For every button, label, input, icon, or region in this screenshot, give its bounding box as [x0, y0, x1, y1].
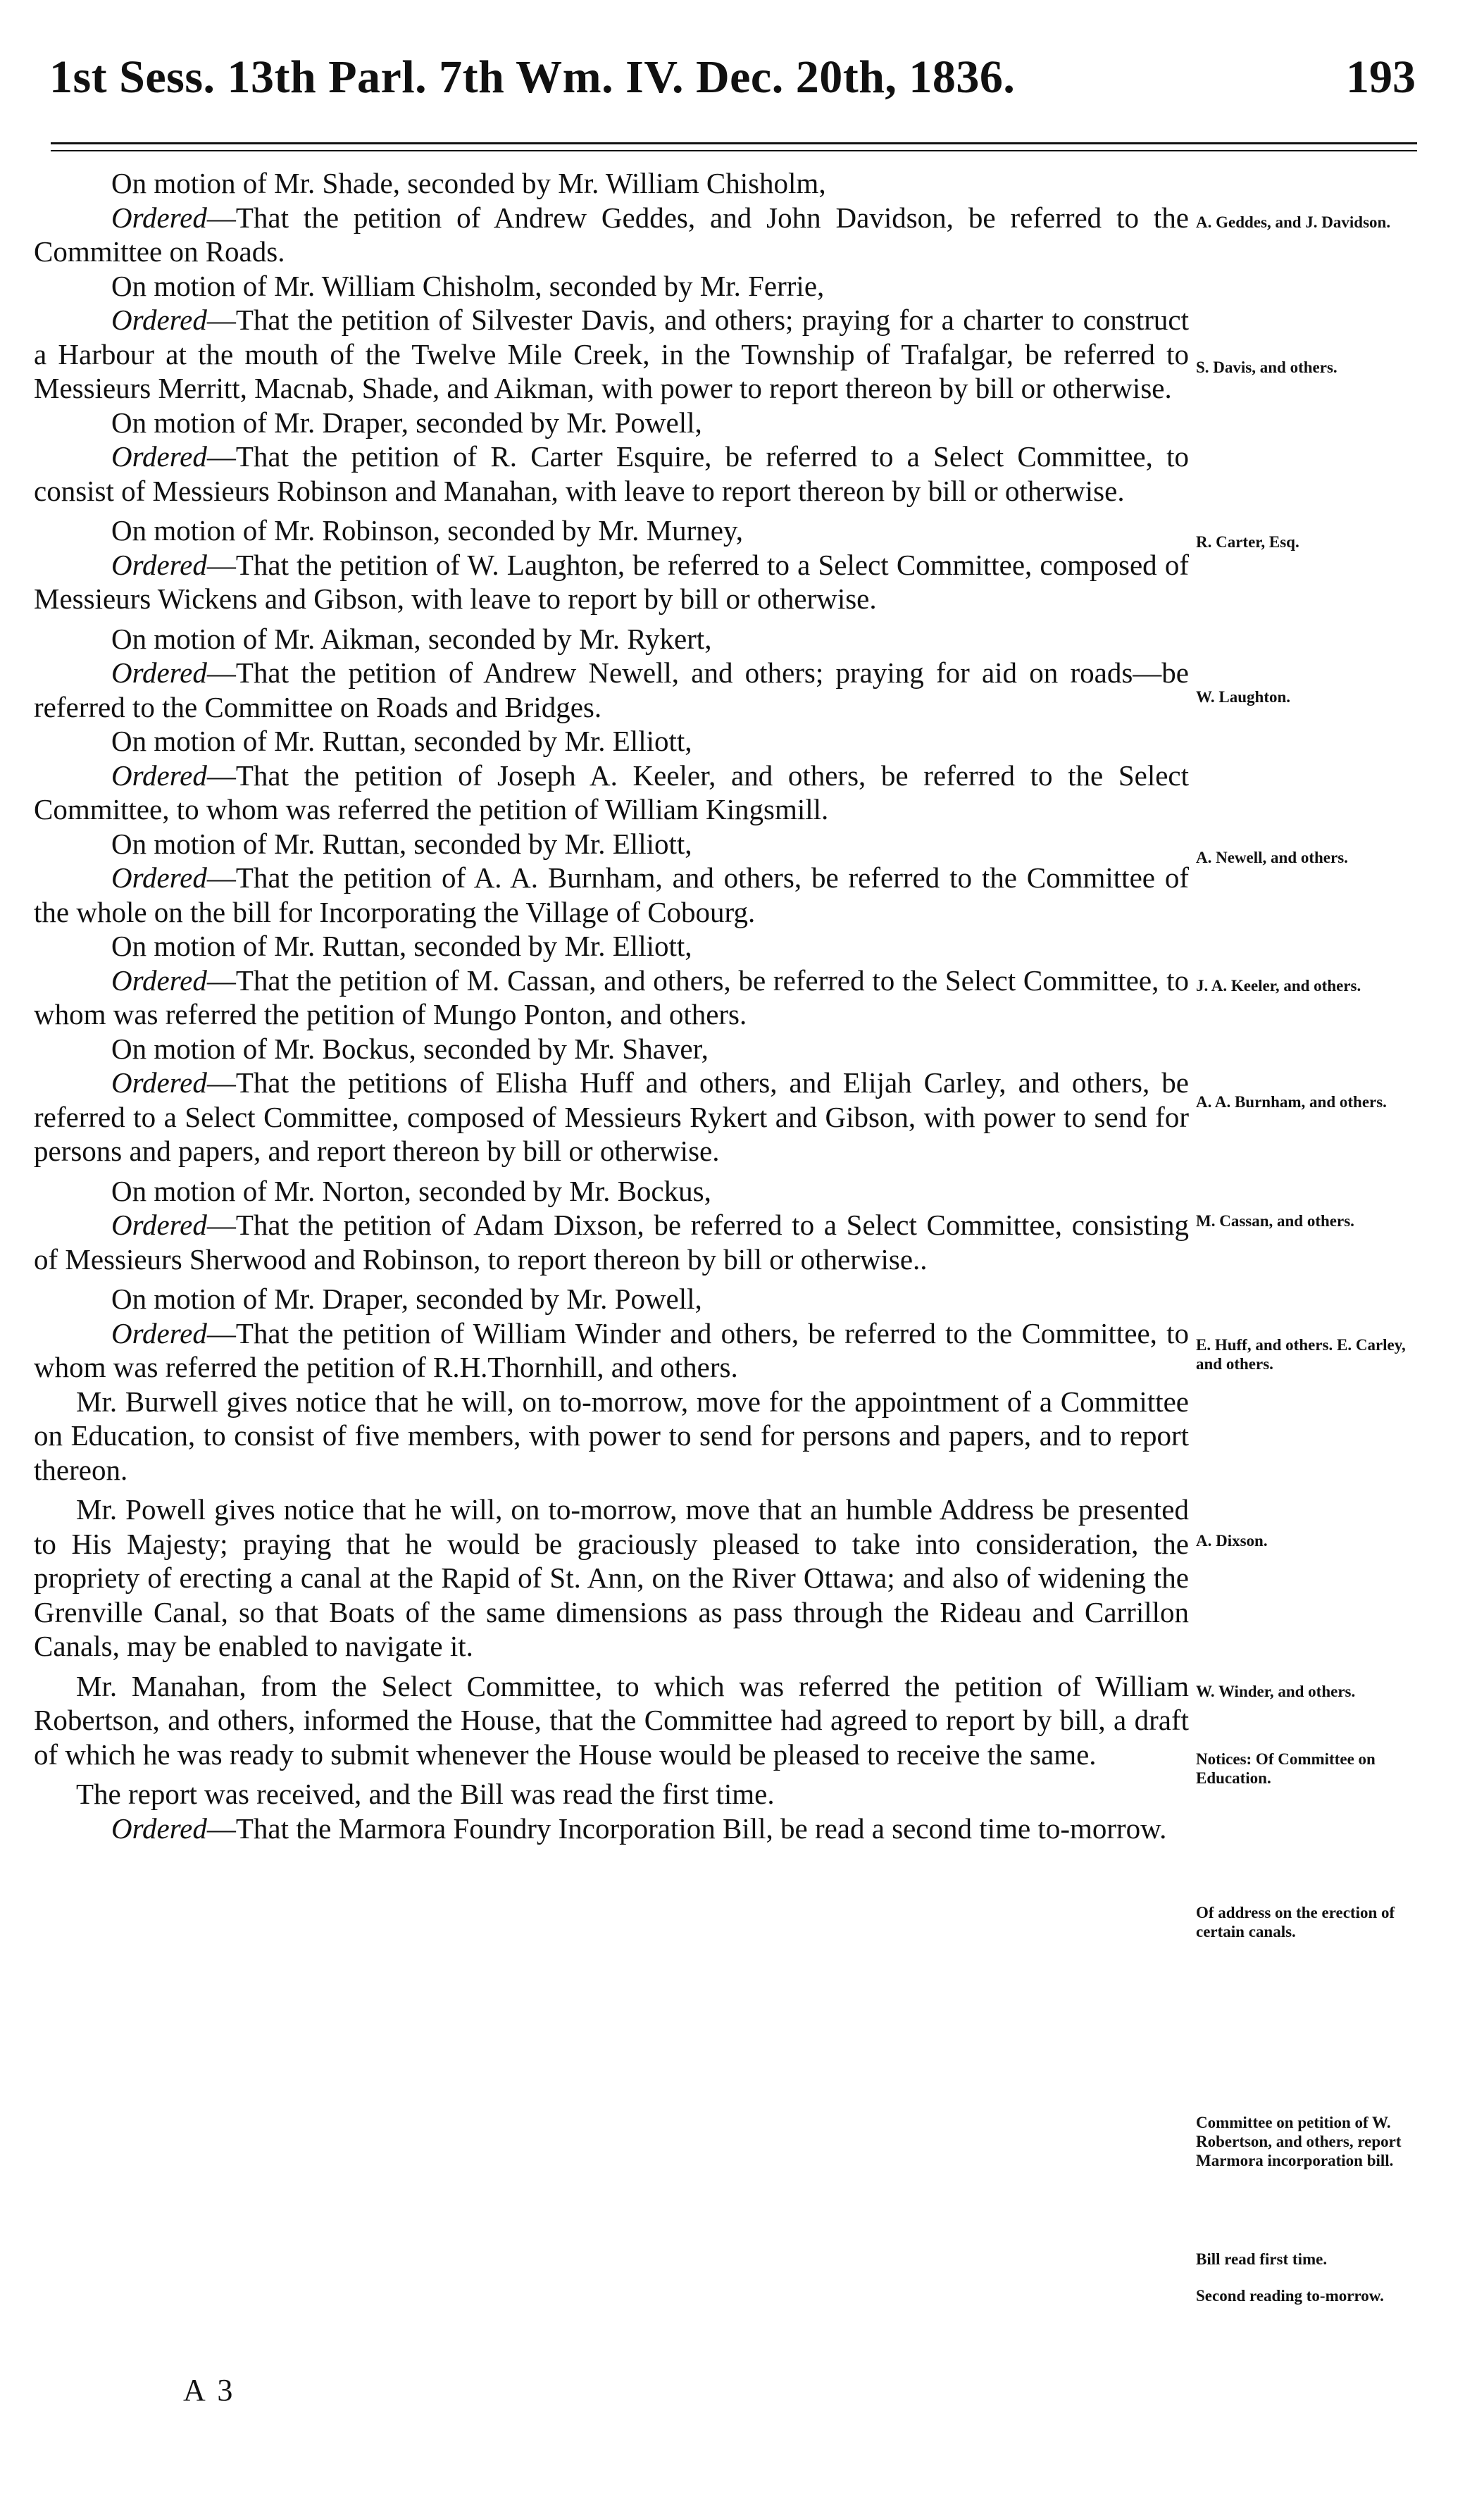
order-lead: Ordered	[111, 440, 207, 473]
motion-entry: On motion of Mr. Aikman, seconded by Mr. Rykert,	[111, 622, 712, 655]
motion-entry: On motion of Mr. Bockus, seconded by Mr. Shaver,	[111, 1032, 709, 1065]
order-entry	[34, 656, 1189, 724]
header-rule-thin	[51, 150, 1417, 151]
order-lead: Ordered	[111, 656, 207, 689]
margin-note: Committee on petition of W. Robertson, and others, report Marmora incorporation bill.	[1196, 2114, 1402, 2169]
order-lead: Ordered	[111, 548, 207, 581]
order-entry	[34, 1066, 1189, 1168]
journal-body	[34, 166, 1189, 1845]
order-text: —That the petition of Adam Dixson, be referred to a Select Committee, consisting of Messieurs Sherwood and Robinson, to report thereon by bill or otherwise..	[34, 1209, 1189, 1276]
order-text: —That the petition of William Winder and others, be referred to the Committee, to whom was referred the petition of R.H.Thornhill, and others.	[34, 1316, 1189, 1383]
margin-note: A. Geddes, and J. Davidson.	[1196, 213, 1391, 231]
order-text: —That the petition of Andrew Geddes, and John Davidson, be referred to the Committee on Roads.	[34, 201, 1189, 268]
motion-entry: On motion of Mr. Shade, seconded by Mr. William Chisholm,	[111, 167, 826, 199]
margin-note: Second reading to-morrow.	[1196, 2287, 1384, 2305]
order-entry	[34, 201, 1189, 269]
order-entry	[34, 861, 1189, 929]
order-lead: Ordered	[111, 964, 207, 997]
notice-entry: The report was received, and the Bill was read the first time.	[76, 1778, 775, 1810]
margin-note: A. A. Burnham, and others.	[1196, 1093, 1387, 1111]
margin-note: R. Carter, Esq.	[1196, 533, 1299, 551]
order-entry	[34, 1208, 1189, 1276]
order-text: —That the petition of M. Cassan, and others, be referred to the Select Committee, to whom was referred the petition of Mungo Ponton, and others.	[34, 964, 1189, 1030]
page-header	[49, 51, 1416, 121]
order-lead: Ordered	[111, 861, 207, 894]
margin-note: W. Laughton.	[1196, 688, 1291, 706]
notice-entry: Mr. Manahan, from the Select Committee, to which was referred the petition of William Robertson, and others, informed the House, that the Committee had agreed to report by bill, a draft of which he was ready to submit whenever the House would be pleased to receive the same.	[34, 1669, 1189, 1771]
margin-note: E. Huff, and others. E. Carley, and others.	[1196, 1336, 1406, 1373]
order-lead: Ordered	[111, 1812, 207, 1845]
order-entry	[34, 303, 1189, 406]
order-text: —That the petition of R. Carter Esquire, be referred to a Select Committee, to consist of Messieurs Robinson and Manahan, with leave to report thereon by bill or otherwise.	[34, 440, 1189, 507]
signature-mark: A 3	[183, 2373, 236, 2407]
motion-entry: On motion of Mr. Ruttan, seconded by Mr. Elliott,	[111, 930, 692, 962]
margin-note: J. A. Keeler, and others.	[1196, 977, 1361, 995]
notice-entry: Mr. Burwell gives notice that he will, on to-morrow, move for the appointment of a Committee on Education, to consist of five members, with power to send for persons and papers, and to report thereon.	[34, 1385, 1189, 1486]
motion-entry: On motion of Mr. William Chisholm, seconded by Mr. Ferrie,	[111, 269, 825, 302]
order-lead: Ordered	[111, 1316, 207, 1349]
order-lead: Ordered	[111, 201, 207, 234]
order-text: —That the petition of A. A. Burnham, and others, be referred to the Committee of the whole on the bill for Incorporating the Village of Cobourg.	[34, 861, 1189, 928]
margin-note: Bill read first time.	[1196, 2250, 1328, 2268]
margin-note: W. Winder, and others.	[1196, 1683, 1356, 1700]
motion-entry: On motion of Mr. Draper, seconded by Mr. Powell,	[111, 406, 702, 439]
order-lead: Ordered	[111, 1209, 207, 1241]
margin-note: M. Cassan, and others.	[1196, 1212, 1354, 1230]
motion-entry: On motion of Mr. Ruttan, seconded by Mr. Elliott,	[111, 725, 692, 757]
order-text: —That the petition of Joseph A. Keeler, and others, be referred to the Select Committee, to whom was referred the petition of William Kingsmill.	[34, 759, 1189, 825]
order-entry	[34, 759, 1189, 827]
order-entry	[34, 548, 1189, 616]
order-entry	[34, 440, 1189, 508]
margin-note: A. Newell, and others.	[1196, 849, 1348, 866]
header-rule	[51, 142, 1417, 144]
motion-entry: On motion of Mr. Norton, seconded by Mr. Bockus,	[111, 1174, 711, 1207]
motion-entry: On motion of Mr. Ruttan, seconded by Mr. Elliott,	[111, 827, 692, 860]
margin-note: S. Davis, and others.	[1196, 359, 1338, 376]
order-text: —That the Marmora Foundry Incorporation Bill, be read a second time to-morrow.	[206, 1812, 1167, 1845]
notice-entry: Mr. Powell gives notice that he will, on to-morrow, move that an humble Address be presented to His Majesty; praying that he would be graciously pleased to take into consideration, the propriety of erecting a canal at the Rapid of St. Ann, on the River Ottawa; and also of widening the Grenville Canal, so that Boats of the same dimensions as pass through the Rideau and Carrillon Canals, may be enabled to navigate it.	[34, 1493, 1189, 1662]
order-entry	[34, 1812, 1189, 1846]
order-text: —That the petitions of Elisha Huff and others, and Elijah Carley, and others, be referred to a Select Committee, composed of Messieurs Rykert and Gibson, with power to send for persons and papers, and report thereon by bill or otherwise.	[34, 1066, 1189, 1167]
order-lead: Ordered	[111, 759, 207, 792]
order-entry	[34, 964, 1189, 1032]
order-text: —That the petition of W. Laughton, be referred to a Select Committee, composed of Messieurs Wickens and Gibson, with leave to report by bill or otherwise.	[34, 548, 1189, 615]
order-text: —That the petition of Andrew Newell, and others; praying for aid on roads—be referred to the Committee on Roads and Bridges.	[34, 656, 1189, 723]
margin-note: Notices: Of Committee on Education.	[1196, 1750, 1376, 1787]
motion-entry: On motion of Mr. Robinson, seconded by Mr. Murney,	[111, 514, 744, 547]
order-text: —That the petition of Silvester Davis, and others; praying for a charter to construct a Harbour at the mouth of the Twelve Mile Creek, in the Township of Trafalgar, be referred to Messieurs Merritt, Macnab, Shade, and Aikman, with power to report thereon by bill or otherwise.	[34, 304, 1189, 404]
order-lead: Ordered	[111, 304, 207, 336]
running-head: 1st Sess. 13th Parl. 7th Wm. IV. Dec. 20th, 1836.	[49, 51, 1016, 103]
order-entry	[34, 1316, 1189, 1385]
motion-entry: On motion of Mr. Draper, seconded by Mr. Powell,	[111, 1283, 702, 1315]
order-lead: Ordered	[111, 1066, 207, 1099]
page-number: 193	[1346, 51, 1416, 103]
margin-note: A. Dixson.	[1196, 1532, 1268, 1550]
margin-note: Of address on the erection of certain canals.	[1196, 1904, 1395, 1940]
